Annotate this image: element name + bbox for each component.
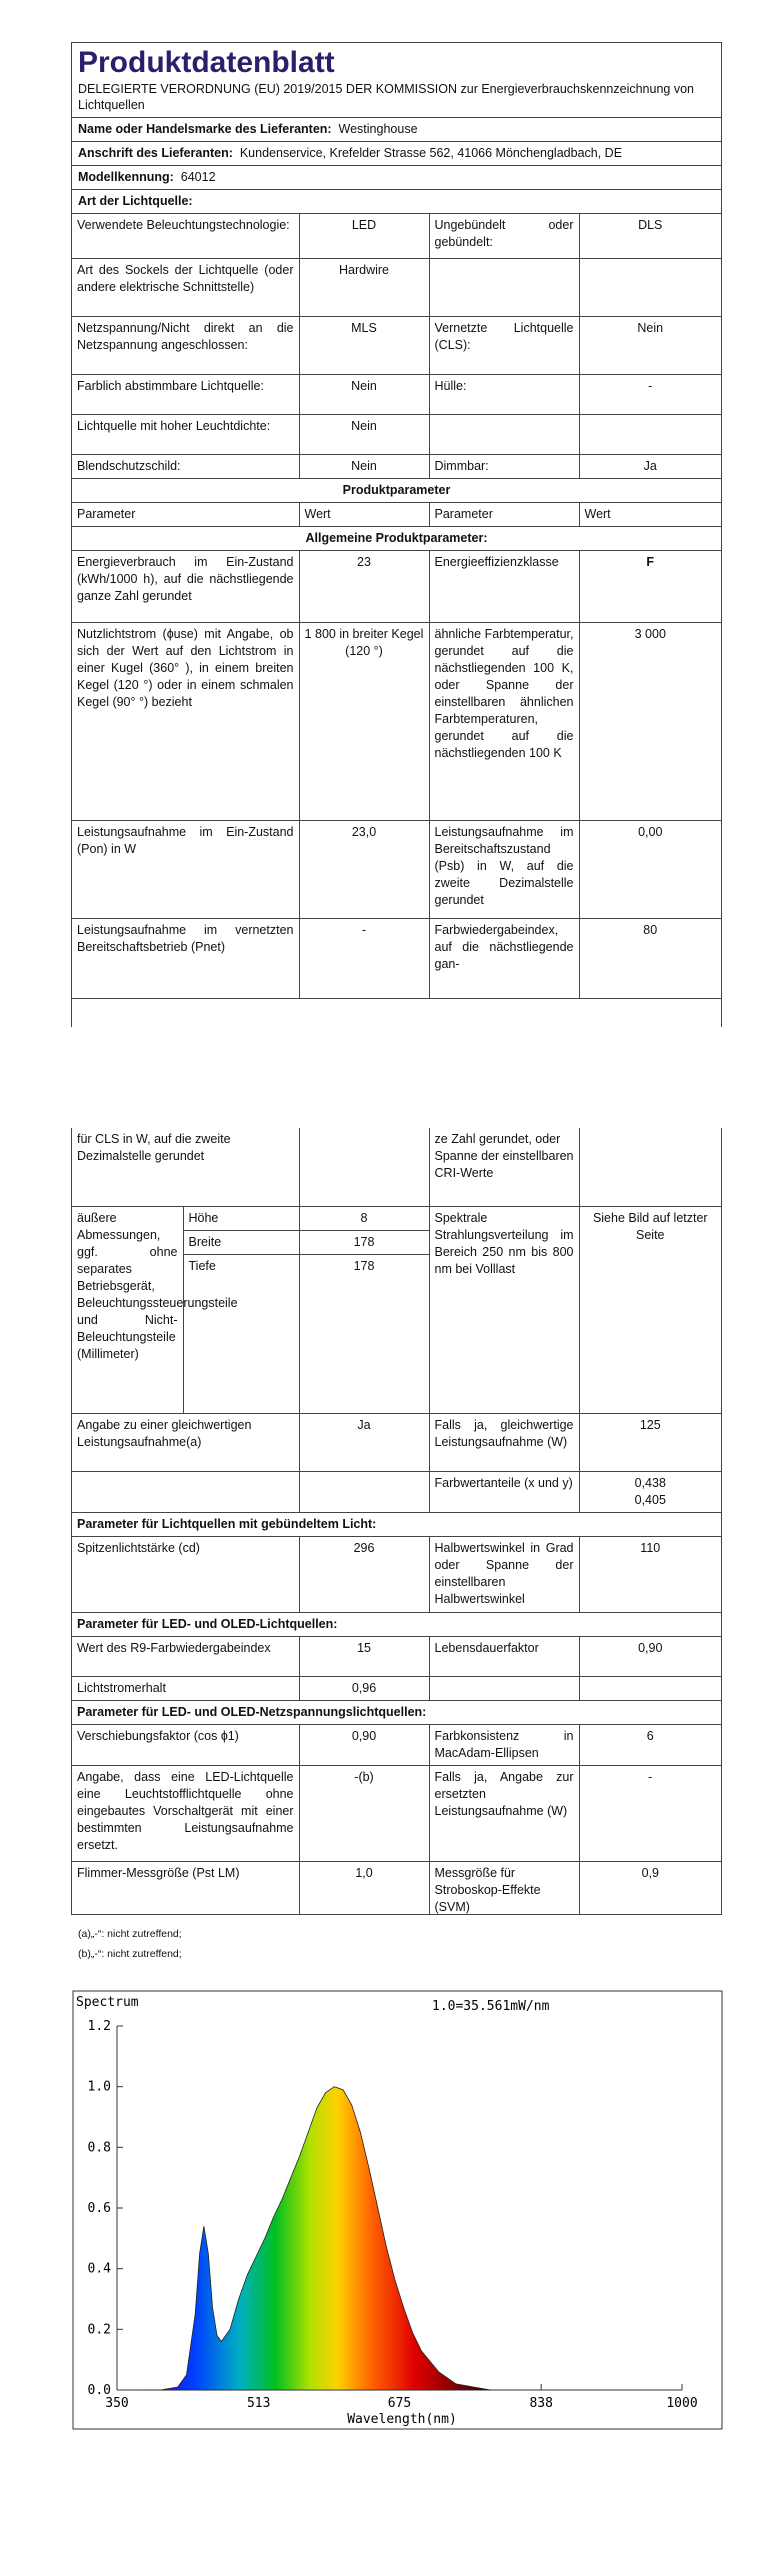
table-row [72, 1471, 721, 1512]
table-row [72, 1724, 721, 1765]
energy-class-value: F [579, 550, 721, 622]
param-value: 0,9 [579, 1861, 721, 1915]
supplier-name-label: Name oder Handelsmarke des Lieferanten: [78, 122, 332, 136]
table-row [72, 478, 721, 502]
empty-cell [299, 1128, 429, 1206]
dimension-key: Breite [183, 1230, 299, 1254]
param-label: Falls ja, Angabe zur ersetzten Leistungsaufnahme (W) [429, 1765, 579, 1861]
type-label: Lichtquelle mit hoher Leuchtdichte: [72, 414, 299, 454]
param-value: 3 000 [579, 622, 721, 820]
x-tick-label: 675 [387, 2396, 412, 2411]
y-tick-label: 0.6 [87, 2201, 111, 2216]
spectrum-area [143, 2087, 491, 2390]
y-tick-label: 0.0 [87, 2383, 111, 2398]
header [72, 43, 721, 118]
column-header: Wert [299, 502, 429, 526]
param-label: Angabe zu einer gleichwertigen Leistungsaufnahme(a) [72, 1413, 299, 1471]
dimension-value: 8 [299, 1206, 429, 1230]
table-row [72, 550, 721, 622]
type-value: DLS [579, 214, 721, 258]
table-row [72, 918, 721, 998]
x-axis-label: Wavelength(nm) [347, 2412, 457, 2427]
table-row [72, 1512, 721, 1536]
table-row [72, 454, 721, 478]
param-value: 296 [299, 1536, 429, 1612]
param-label: Lebensdauerfaktor [429, 1636, 579, 1676]
spectrum-chart [72, 1990, 723, 2430]
param-label: Leistungsaufnahme im Ein-Zustand (Pon) in W [72, 820, 299, 918]
param-value: Ja [299, 1413, 429, 1471]
type-label: Hülle: [429, 374, 579, 414]
table-row [72, 1128, 721, 1206]
param-value: -(b) [299, 1765, 429, 1861]
param-table-continued [72, 1128, 721, 1915]
param-value: 0,90 [299, 1724, 429, 1765]
param-value: 1,0 [299, 1861, 429, 1915]
x-tick-label: 838 [529, 2396, 553, 2411]
param-label: ähnliche Farbtemperatur, gerundet auf die nächstliegenden 100 K, oder Spanne der einstellbaren ähnlichen Farbtemperaturen, gerundet auf die nächstliegenden 100 K [429, 622, 579, 820]
type-label: Art des Sockels der Lichtquelle (oder andere elektrische Schnittstelle) [72, 258, 299, 316]
type-label: Dimmbar: [429, 454, 579, 478]
footnote-a: (a)„-“: nicht zutreffend; [78, 1928, 182, 1940]
param-label: Halbwertswinkel in Grad oder Spanne der einstellbaren Halbwertswinkel [429, 1536, 579, 1612]
model-label: Modellkennung: [78, 170, 174, 184]
param-label: Lichtstromerhalt [72, 1676, 299, 1700]
y-tick-label: 0.4 [87, 2261, 111, 2277]
type-label [429, 414, 579, 454]
param-label: Flimmer-Messgröße (Pst LM) [72, 1861, 299, 1915]
param-value: 80 [579, 918, 721, 998]
table-row [72, 502, 721, 526]
datasheet-page-1 [71, 42, 722, 1027]
table-row [72, 1636, 721, 1676]
type-label: Vernetzte Lichtquelle (CLS): [429, 316, 579, 374]
param-label: Angabe, dass eine LED-Lichtquelle eine Leuchtstofflichtquelle ohne eingebautes Vorschaltgerät mit einer bestimmten Leistungsaufnahme ersetzt. [72, 1765, 299, 1861]
type-value: Nein [579, 316, 721, 374]
type-value [579, 414, 721, 454]
section-heading: Parameter für LED- und OLED-Netzspannungslichtquellen: [72, 1700, 721, 1724]
param-value: - [299, 918, 429, 998]
param-value: 23,0 [299, 820, 429, 918]
param-value: 110 [579, 1536, 721, 1612]
param-label: ze Zahl gerundet, oder Spanne der einstellbaren CRI-Werte [429, 1128, 579, 1206]
dimension-key: Höhe [183, 1206, 299, 1230]
section-heading: Parameter für LED- und OLED-Lichtquellen: [72, 1612, 721, 1636]
supplier-name: Westinghouse [338, 122, 418, 136]
table-row [72, 1700, 721, 1724]
y-tick-label: 1.2 [87, 2019, 111, 2034]
param-value: 0,96 [299, 1676, 429, 1700]
supplier-address-label: Anschrift des Lieferanten: [78, 146, 233, 160]
table-row [72, 1676, 721, 1700]
param-label: Farbkonsistenz in MacAdam-Ellipsen [429, 1724, 579, 1765]
x-tick-label: 350 [105, 2396, 129, 2411]
column-header: Parameter [72, 502, 299, 526]
x-tick-label: 1000 [666, 2396, 698, 2411]
param-label: Farbwertanteile (x und y) [429, 1471, 579, 1512]
param-value: 6 [579, 1724, 721, 1765]
param-label: Farbwiedergabeindex, auf die nächstliegende gan- [429, 918, 579, 998]
dimension-key: Tiefe [183, 1254, 299, 1413]
type-value: Hardwire [299, 258, 429, 316]
model-row [72, 166, 721, 190]
param-label: Messgröße für Stroboskop-Effekte (SVM) [429, 1861, 579, 1915]
dimension-value: 178 [299, 1230, 429, 1254]
y-tick-label: 0.8 [87, 2140, 111, 2156]
table-row [72, 1206, 721, 1230]
table-row [72, 1861, 721, 1915]
chromaticity-values: 0,438 0,405 [579, 1471, 721, 1512]
plot-area [88, 2019, 698, 2411]
type-label: Verwendete Beleuchtungstechnologie: [72, 214, 299, 258]
supplier-address: Kundenservice, Krefelder Strasse 562, 41066 Mönchengladbach, DE [239, 146, 623, 160]
column-header: Wert [579, 502, 721, 526]
type-label [429, 258, 579, 316]
supplier-address-row [72, 142, 721, 166]
page-title: Produktdatenblatt [78, 46, 335, 79]
param-value: Siehe Bild auf letzter Seite [579, 1206, 721, 1413]
param-label: Verschiebungsfaktor (cos ɸ1) [72, 1724, 299, 1765]
param-value: 125 [579, 1413, 721, 1471]
table-row [72, 414, 721, 454]
type-value: LED [299, 214, 429, 258]
table-row [72, 214, 721, 258]
param-label: Leistungsaufnahme im vernetzten Bereitschaftsbetrieb (Pnet) [72, 918, 299, 998]
empty-cell [72, 1471, 299, 1512]
param-value: - [579, 1765, 721, 1861]
footnote-b: (b)„-“: nicht zutreffend; [78, 1948, 182, 1960]
model-id: 64012 [180, 170, 216, 184]
empty-cell [299, 1471, 429, 1512]
param-label: Energieverbrauch im Ein-Zustand (kWh/1000 h), auf die nächstliegende ganze Zahl gerundet [72, 550, 299, 622]
table-row [72, 316, 721, 374]
type-value: Ja [579, 454, 721, 478]
datasheet-page-2 [71, 1128, 722, 1915]
dimensions-label: äußere Abmessungen, ggf. ohne separates Betriebsgerät, Beleuchtungssteuerungsteile und Nicht-Beleuchtungsteile (Millimeter) [72, 1206, 183, 1413]
spectrum-svg [72, 1990, 723, 2430]
section-heading: Produktparameter [72, 478, 721, 502]
param-label: Spektrale Strahlungsverteilung im Bereich 250 nm bis 800 nm bei Volllast [429, 1206, 579, 1413]
empty-cell [579, 1128, 721, 1206]
type-value: Nein [299, 414, 429, 454]
param-label: Spitzenlichtstärke (cd) [72, 1536, 299, 1612]
param-value: 0,90 [579, 1636, 721, 1676]
x-tick-label: 513 [246, 2396, 271, 2411]
light-source-type-label: Art der Lichtquelle: [72, 190, 721, 214]
type-label: Ungebündelt oder gebündelt: [429, 214, 579, 258]
type-table [72, 214, 721, 999]
table-row [72, 258, 721, 316]
chart-title: Spectrum [76, 1995, 139, 2010]
param-value: 1 800 in breiter Kegel (120 °) [299, 622, 429, 820]
column-header: Parameter [429, 502, 579, 526]
param-label: Wert des R9-Farbwiedergabeindex [72, 1636, 299, 1676]
table-row [72, 1765, 721, 1861]
param-label: Nutzlichtstrom (ɸuse) mit Angabe, ob sich der Wert auf den Lichtstrom in einer Kugel (360° ), in einem breiten Kegel (120 °) oder in einem schmalen Kegel (90° °) bezieht [72, 622, 299, 820]
dimension-value: 178 [299, 1254, 429, 1413]
param-value: 23 [299, 550, 429, 622]
chart-annotation: 1.0=35.561mW/nm [432, 1999, 550, 2014]
param-label: für CLS in W, auf die zweite Dezimalstelle gerundet [72, 1128, 299, 1206]
table-row [72, 374, 721, 414]
type-label: Blendschutzschild: [72, 454, 299, 478]
param-label: Leistungsaufnahme im Bereitschaftszustand (Psb) in W, auf die zweite Dezimalstelle gerundet [429, 820, 579, 918]
type-label: Farblich abstimmbare Lichtquelle: [72, 374, 299, 414]
param-value: 0,00 [579, 820, 721, 918]
table-row [72, 622, 721, 820]
type-value: MLS [299, 316, 429, 374]
table-row [72, 1612, 721, 1636]
regulation-subtitle: DELEGIERTE VERORDNUNG (EU) 2019/2015 DER KOMMISSION zur Energieverbrauchskennzeichnung von Lichtquellen [78, 82, 694, 112]
y-tick-label: 0.2 [87, 2322, 111, 2338]
table-row [72, 526, 721, 550]
table-row [72, 1536, 721, 1612]
type-label: Netzspannung/Nicht direkt an die Netzspannung angeschlossen: [72, 316, 299, 374]
section-heading: Parameter für Lichtquellen mit gebündeltem Licht: [72, 1512, 721, 1536]
table-row [72, 1413, 721, 1471]
table-row [72, 820, 721, 918]
empty-cell [579, 1676, 721, 1700]
param-label: Falls ja, gleichwertige Leistungsaufnahme (W) [429, 1413, 579, 1471]
type-value: Nein [299, 454, 429, 478]
type-value: - [579, 374, 721, 414]
param-value: 15 [299, 1636, 429, 1676]
y-tick-label: 1.0 [87, 2079, 111, 2095]
type-value [579, 258, 721, 316]
type-value: Nein [299, 374, 429, 414]
supplier-name-row [72, 118, 721, 142]
empty-cell [429, 1676, 579, 1700]
param-label: Energieeffizienzklasse [429, 550, 579, 622]
section-heading: Allgemeine Produktparameter: [72, 526, 721, 550]
